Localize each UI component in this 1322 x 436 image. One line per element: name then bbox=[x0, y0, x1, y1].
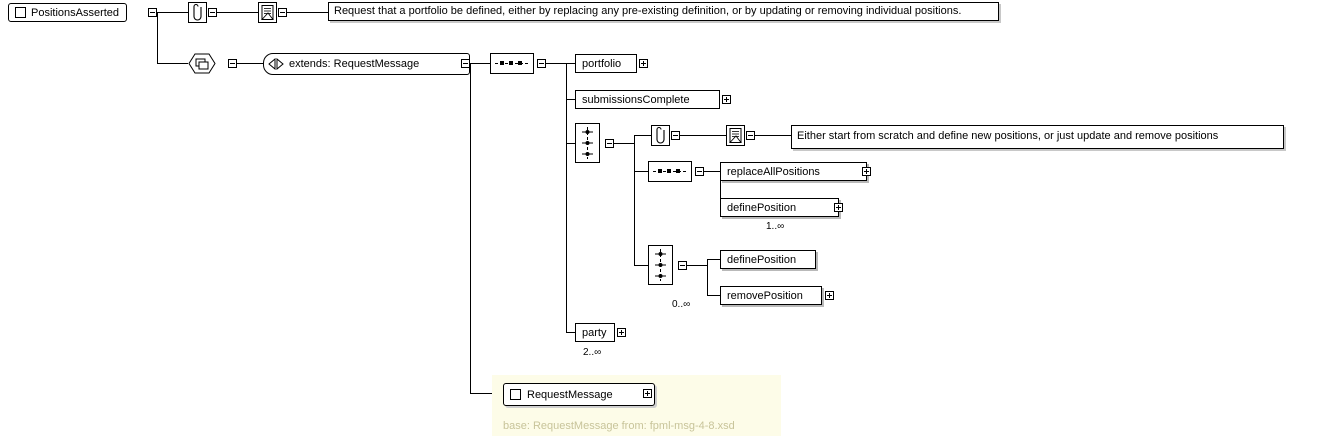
connector-line bbox=[566, 332, 575, 333]
connector-line bbox=[287, 12, 328, 13]
element-party-label: party bbox=[582, 326, 607, 339]
sequence-compositor-top[interactable] bbox=[490, 53, 534, 74]
connector-line bbox=[634, 265, 648, 266]
element-submissionscomplete[interactable] bbox=[575, 90, 720, 109]
element-portfolio[interactable] bbox=[575, 54, 637, 73]
connector-line bbox=[707, 295, 720, 296]
choice-annotation-paperclip-icon bbox=[651, 125, 670, 146]
root-element-positionsasserted[interactable] bbox=[8, 3, 127, 22]
connector-line bbox=[157, 12, 158, 63]
choice-documentation-toggle[interactable] bbox=[746, 131, 755, 140]
extension-toggle[interactable] bbox=[228, 59, 237, 68]
connector-line bbox=[680, 135, 726, 136]
connector-line bbox=[237, 63, 263, 64]
extends-label: extends: RequestMessage bbox=[289, 58, 420, 70]
choice-outer-toggle[interactable] bbox=[605, 139, 614, 148]
occurrence-defineposition-1: 1..∞ bbox=[766, 221, 785, 232]
connector-line bbox=[704, 171, 720, 172]
extends-toggle[interactable] bbox=[461, 59, 470, 68]
extension-arrows-icon bbox=[268, 58, 284, 70]
documentation-text-main: Request that a portfolio be defined, either by replacing any pre-existing definition, or by updating or removing individual positions. bbox=[328, 2, 999, 21]
connector-line bbox=[634, 171, 648, 172]
connector-line bbox=[614, 143, 634, 144]
connector-line bbox=[157, 12, 188, 13]
connector-line bbox=[470, 63, 471, 393]
connector-line bbox=[217, 12, 258, 13]
annotation-paperclip-icon bbox=[188, 2, 207, 23]
element-submissionscomplete-label: submissionsComplete bbox=[582, 93, 690, 106]
extends-requestmessage-box[interactable] bbox=[263, 53, 470, 75]
legend-expand-toggle[interactable] bbox=[643, 389, 652, 398]
removeposition-expand-toggle[interactable] bbox=[825, 291, 834, 300]
connector-line bbox=[566, 63, 567, 333]
documentation-toggle[interactable] bbox=[278, 8, 287, 17]
defineposition-1-expand-toggle[interactable] bbox=[834, 203, 843, 212]
sequence-top-toggle[interactable] bbox=[537, 59, 546, 68]
element-defineposition-2-label: definePosition bbox=[727, 253, 797, 266]
connector-line bbox=[157, 63, 188, 64]
choice-compositor-outer[interactable] bbox=[575, 123, 600, 163]
connector-line bbox=[566, 63, 575, 64]
choice-compositor-inner[interactable] bbox=[648, 245, 673, 285]
annotation-toggle[interactable] bbox=[208, 8, 217, 17]
root-collapse-toggle[interactable] bbox=[148, 8, 157, 17]
occurrence-choice-inner: 0..∞ bbox=[672, 299, 691, 310]
connector-line bbox=[707, 259, 708, 295]
legend-requestmessage-box[interactable] bbox=[503, 383, 655, 406]
replaceallpositions-expand-toggle[interactable] bbox=[862, 167, 871, 176]
sequence-compositor-inner[interactable] bbox=[648, 161, 692, 182]
element-portfolio-label: portfolio bbox=[582, 57, 622, 70]
element-defineposition-1[interactable] bbox=[720, 198, 839, 217]
element-icon bbox=[510, 389, 521, 400]
documentation-note-icon bbox=[258, 2, 277, 23]
element-removeposition-label: removePosition bbox=[727, 289, 803, 302]
connector-line bbox=[707, 259, 720, 260]
submissionscomplete-expand-toggle[interactable] bbox=[722, 95, 731, 104]
choice-inner-toggle[interactable] bbox=[678, 261, 687, 270]
occurrence-party: 2..∞ bbox=[583, 347, 602, 358]
element-replaceallpositions-label: replaceAllPositions bbox=[727, 165, 820, 178]
element-party[interactable] bbox=[575, 323, 615, 342]
element-removeposition[interactable] bbox=[720, 286, 822, 305]
root-element-label: PositionsAsserted bbox=[31, 6, 120, 19]
documentation-text-choice: Either start from scratch and define new positions, or just update and remove positions bbox=[791, 125, 1284, 149]
connector-line bbox=[566, 143, 575, 144]
legend-title-label: RequestMessage bbox=[527, 388, 613, 401]
element-defineposition-1-label: definePosition bbox=[727, 201, 797, 214]
sequence-inner-toggle[interactable] bbox=[695, 167, 704, 176]
connector-line bbox=[687, 265, 707, 266]
connector-line bbox=[634, 135, 635, 265]
element-defineposition-2[interactable] bbox=[720, 250, 816, 269]
choice-documentation-note-icon bbox=[726, 125, 745, 146]
connector-line bbox=[546, 63, 566, 64]
element-replaceallpositions[interactable] bbox=[720, 162, 867, 181]
party-expand-toggle[interactable] bbox=[617, 328, 626, 337]
connector-line bbox=[566, 99, 575, 100]
choice-annotation-toggle[interactable] bbox=[671, 131, 680, 140]
extension-icon bbox=[188, 53, 216, 73]
connector-line bbox=[470, 63, 490, 64]
connector-line bbox=[634, 135, 651, 136]
element-icon bbox=[15, 7, 26, 18]
portfolio-expand-toggle[interactable] bbox=[639, 59, 648, 68]
connector-line bbox=[755, 135, 791, 136]
legend-base-text: base: RequestMessage from: fpml-msg-4-8.xsd bbox=[503, 420, 735, 432]
connector-line bbox=[470, 393, 492, 394]
